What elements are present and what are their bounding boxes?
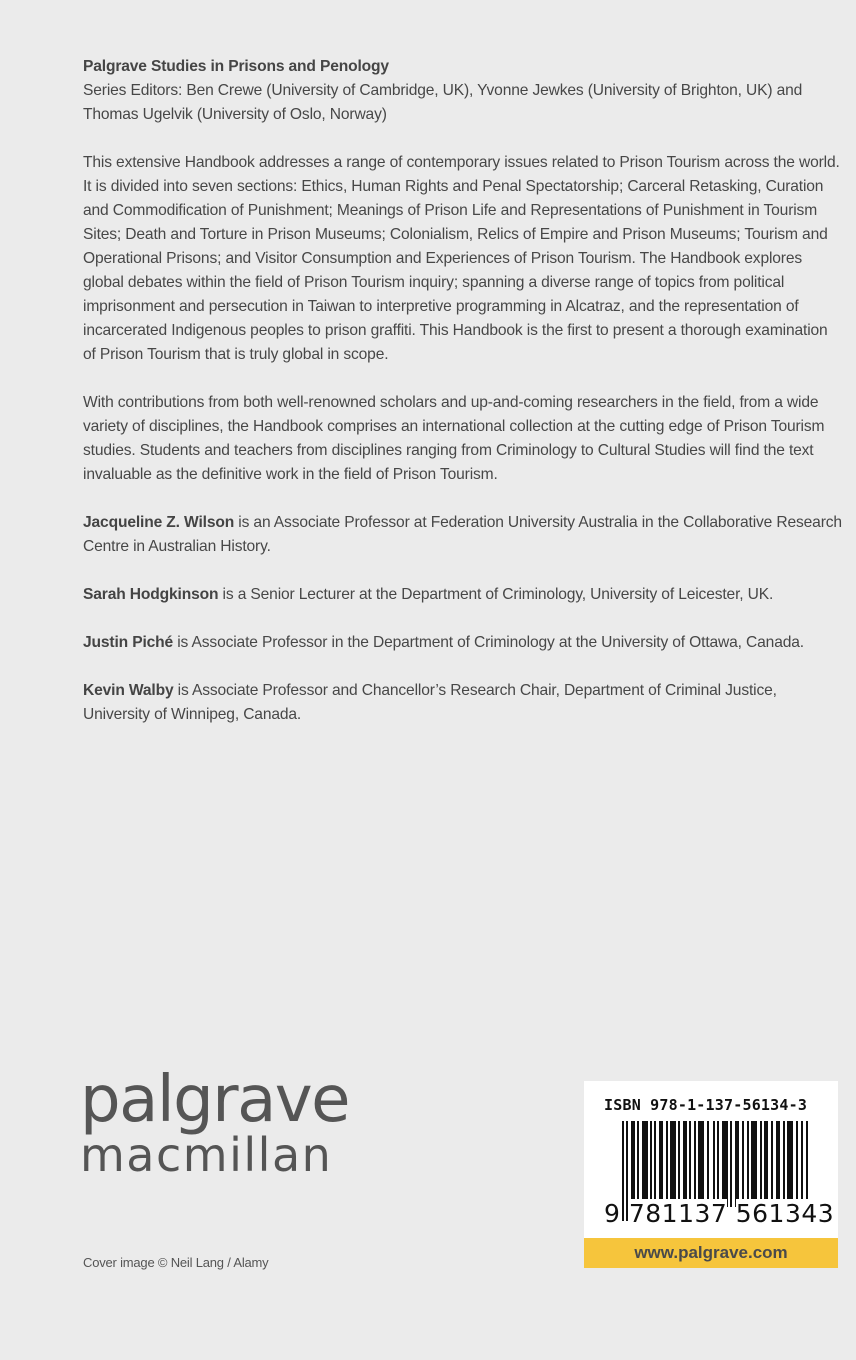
author-bio-text: is a Senior Lecturer at the Department of Criminology, University of Leicester, UK. bbox=[218, 586, 774, 603]
logo-macmillan: macmillan bbox=[80, 1128, 333, 1182]
ean-digits bbox=[604, 1199, 834, 1228]
author-bio-text: is Associate Professor in the Department of Criminology at the University of Ottawa, Canada. bbox=[173, 634, 804, 651]
logo-palgrave: palgrave bbox=[80, 1063, 350, 1137]
ean-first-digit: 9 bbox=[604, 1199, 621, 1228]
publisher-url: www.palgrave.com bbox=[584, 1238, 838, 1268]
publisher-logo bbox=[80, 1063, 350, 1182]
isbn-label: ISBN 978-1-137-56134-3 bbox=[604, 1096, 808, 1114]
author-bio-text: is an Associate Professor at Federation University Australia in the Collaborative Research Centre in Australian History. bbox=[83, 514, 842, 555]
author-bio bbox=[83, 631, 843, 655]
series-editors-line1: Series Editors: Ben Crewe (University of Cambridge, UK), Yvonne Jewkes (University of Brighton, UK) and bbox=[83, 82, 803, 99]
author-name: Kevin Walby bbox=[83, 682, 174, 699]
author-name: Justin Piché bbox=[83, 634, 174, 651]
isbn-barcode-box bbox=[584, 1081, 838, 1268]
author-name: Sarah Hodgkinson bbox=[83, 586, 219, 603]
ean-group-1: 781137 bbox=[628, 1199, 728, 1228]
author-bio bbox=[83, 511, 843, 559]
description-paragraph-1: This extensive Handbook addresses a range of contemporary issues related to Prison Tourism across the world. It is divided into seven sections: Ethics, Human Rights and Penal Spectatorship; Carceral Retasking, Curation and Commodification of Punishment; Meanings of Prison Life and Representations of Punishment in Tourism Sites; Death and Torture in Prison Museums; Colonialism, Relics of Empire and Prison Museums; Tourism and Operational Prisons; and Visitor Consumption and Experiences of Prison Tourism. The Handbook explores global debates within the field of Prison Tourism inquiry; spanning a diverse range of topics from political imprisonment and persecution in Taiwan to interpretive programming in Alcatraz, and the representation of incarcerated Indigenous peoples to prison graffiti. This Handbook is the first to present a thorough examination of Prison Tourism that is truly global in scope. bbox=[83, 154, 840, 363]
cover-image-credit: Cover image © Neil Lang / Alamy bbox=[83, 1255, 269, 1270]
author-name: Jacqueline Z. Wilson bbox=[83, 514, 235, 531]
ean-group-2: 561343 bbox=[735, 1199, 835, 1228]
author-bio bbox=[83, 583, 843, 607]
author-bio-text: is Associate Professor and Chancellor’s Research Chair, Department of Criminal Justice, University of Winnipeg, Canada. bbox=[83, 682, 777, 723]
description-paragraph-2: With contributions from both well-renowned scholars and up-and-coming researchers in the field, from a wide variety of disciplines, the Handbook comprises an international collection at the cutting edge of Prison Tourism studies. Students and teachers from disciplines ranging from Criminology to Cultural Studies will find the text invaluable as the definitive work in the field of Prison Tourism. bbox=[83, 394, 825, 483]
series-editors-line2: Thomas Ugelvik (University of Oslo, Norway) bbox=[83, 106, 387, 123]
author-bio bbox=[83, 679, 843, 727]
back-cover-text bbox=[83, 55, 843, 727]
series-title: Palgrave Studies in Prisons and Penology bbox=[83, 58, 389, 75]
